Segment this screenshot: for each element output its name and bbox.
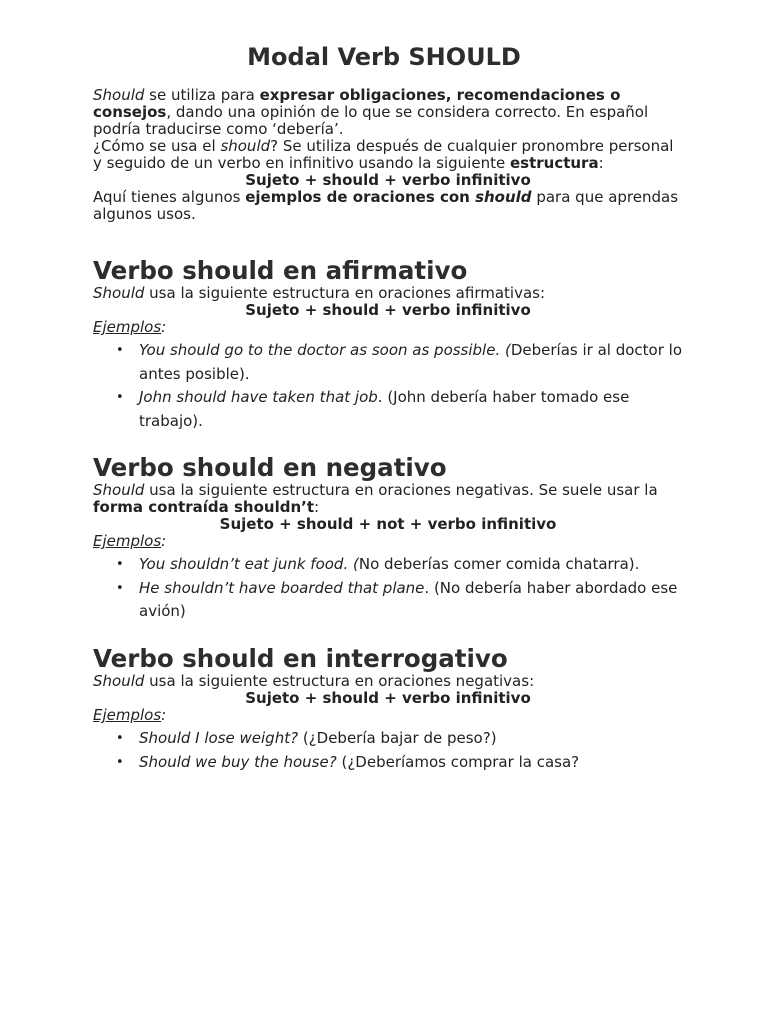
section-heading: Verbo should en negativo (93, 453, 447, 482)
section-description (93, 285, 683, 302)
list-item (116, 553, 683, 577)
example-list (93, 553, 683, 624)
example-spanish: No deberías comer comida chatarra). (358, 555, 640, 573)
intro-text: ¿Cómo se usa el (93, 137, 221, 155)
section-description (93, 482, 683, 516)
intro-paragraph-1 (93, 87, 683, 138)
intro-paragraph-2 (93, 138, 683, 172)
intro-text: : (598, 154, 604, 172)
ejemplos-text: Ejemplos (93, 318, 162, 336)
list-item (116, 751, 683, 775)
intro-should-term: should (220, 137, 271, 155)
list-item (116, 577, 683, 624)
list-item (116, 727, 683, 751)
bullet-icon: • (116, 754, 124, 770)
example-spanish: . (No debería haber abordado ese avión) (139, 578, 678, 620)
ejemplos-label (93, 533, 683, 550)
section-heading: Verbo should en interrogativo (93, 644, 508, 673)
example-english: Should we buy the house? (139, 752, 337, 771)
bullet-icon: • (116, 390, 124, 405)
description-text: usa la siguiente estructura en oraciones negativas. Se suele usar la (144, 481, 658, 499)
description-bold-text: forma contraída shouldn’t (93, 498, 315, 516)
section-afirmativo (93, 257, 683, 433)
section-structure: Sujeto + should + not + verbo infinitivo (219, 515, 557, 533)
example-spanish: Deberías ir al doctor lo antes posible). (139, 341, 682, 383)
intro-bold-text: ejemplos de oraciones con (245, 188, 476, 206)
bullet-icon: • (116, 731, 124, 746)
intro-should-term: should (475, 188, 532, 206)
description-text: usa la siguiente estructura en oraciones negativas: (144, 672, 535, 690)
intro-text: , dando una opinión de lo que se considera correcto. En español podría traducirse como ‘debería’. (93, 103, 649, 138)
should-term: Should (93, 481, 145, 499)
example-list (93, 727, 683, 774)
should-term: Should (93, 672, 145, 690)
intro-should-term: Should (93, 86, 145, 104)
section-structure: Sujeto + should + verbo infinitivo (245, 301, 531, 319)
intro-text: se utiliza para (144, 86, 260, 104)
intro-bold-text: estructura (509, 154, 599, 172)
bullet-icon: • (116, 343, 124, 358)
intro-structure: Sujeto + should + verbo infinitivo (245, 171, 531, 189)
ejemplos-colon: : (161, 318, 167, 336)
ejemplos-text: Ejemplos (93, 706, 162, 724)
example-list (93, 339, 683, 433)
section-heading: Verbo should en afirmativo (93, 256, 468, 285)
description-text: usa la siguiente estructura en oraciones afirmativas: (144, 284, 546, 302)
ejemplos-colon: : (161, 532, 167, 550)
intro-text: para que aprendas algunos usos. (93, 188, 679, 223)
intro-bold-text: expresar obligaciones, recomendaciones o consejos (93, 86, 621, 121)
section-negativo (93, 454, 683, 624)
section-interrogativo (93, 645, 683, 774)
intro-text: ? Se utiliza después de cualquier pronombre personal y seguido de un verbo en infinitivo usando la siguiente (93, 137, 674, 172)
example-spanish: . (John debería haber tomado ese trabajo). (139, 388, 630, 430)
description-text: : (314, 498, 320, 516)
list-item (116, 386, 683, 433)
should-term: Should (93, 284, 145, 302)
ejemplos-label (93, 319, 683, 336)
section-structure: Sujeto + should + verbo infinitivo (245, 689, 531, 707)
intro-text: Aquí tienes algunos (93, 188, 246, 206)
bullet-icon: • (116, 557, 124, 572)
example-spanish: (¿Debería bajar de peso?) (298, 729, 497, 747)
bullet-icon: • (116, 580, 124, 596)
list-item (116, 339, 683, 386)
intro-paragraph-3 (93, 189, 683, 223)
document-title: Modal Verb SHOULD (247, 43, 521, 71)
ejemplos-colon: : (161, 706, 167, 724)
example-english: You should go to the doctor as soon as possible. ( (139, 341, 511, 359)
example-english: John should have taken that job (139, 388, 378, 406)
example-english: He shouldn’t have boarded that plane (139, 578, 425, 597)
example-english: Should I lose weight? (139, 729, 299, 747)
section-description (93, 673, 683, 690)
intro-block (93, 87, 683, 223)
example-english: You shouldn’t eat junk food. ( (139, 555, 359, 573)
ejemplos-text: Ejemplos (93, 532, 162, 550)
example-spanish: (¿Deberíamos comprar la casa? (336, 752, 580, 771)
ejemplos-label (93, 707, 683, 724)
